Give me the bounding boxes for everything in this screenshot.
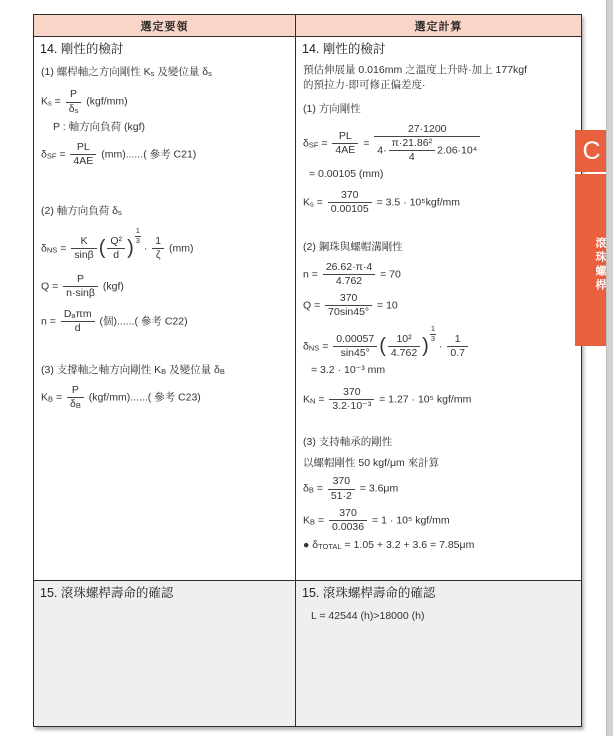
- row14-left-content: [39, 65, 290, 411]
- content-line: n = $\frac{\text{Daπm}}{d}$ (個)......( 參考 C22): [41, 307, 188, 334]
- side-tab-letter: C: [582, 136, 601, 165]
- content-line: KN = $\frac{370}{\text{3.2·10⁻³}}$ = 1.27 · 10⁵ kgf/mm: [303, 385, 472, 412]
- content-line: ● δTOTAL = 1.05 + 3.2 + 3.6 = 7.85μm: [303, 538, 475, 551]
- row15-calculation-cell: [296, 581, 581, 726]
- content-line: KB = $\frac{370}{0.0036}$ = 1 · 10⁵ kgf/mm: [303, 506, 450, 533]
- column-header-calculation: [296, 15, 581, 37]
- content-line: δSF = $\frac{PL}{4AE}$ (mm)......( 參考 C21): [41, 140, 197, 168]
- content-line: (1) 螺桿軸之方向剛性 Ks 及變位量 δs: [41, 66, 212, 79]
- content-line: (3) 支持軸承的剛性: [303, 436, 393, 449]
- row14-guidelines-cell: [34, 37, 296, 581]
- content-line: δNS = $\frac{K}{\sin\beta}$ ( $\frac{\text{Q²}}{d}$ ) $\frac{1}{3}$ · $\frac{1}{\zeta}$ (mm): [41, 226, 194, 262]
- content-line: (2) 軸方向負荷 δs: [41, 205, 122, 218]
- row15-left-title: 15. 滾珠螺桿壽命的確認: [40, 586, 174, 600]
- content-line: (1) 方向剛性: [303, 102, 361, 115]
- content-line: 以螺帽剛性 50 kgf/μm 來計算: [303, 457, 440, 470]
- content-line: Ks = $\frac{370}{0.00105}$ = 3.5 · 10⁵kgf/mm: [303, 188, 461, 215]
- content-line: δNS = $\frac{0.00057}{\sin 45^\circ}$ ( $\frac{\text{10²}}{4.762}$ ) $\frac{1}{3}$ · $\frac{1}{0.7}$: [303, 325, 576, 360]
- content-line: KB = $\frac{P}{\delta B}$ (kgf/mm)......( 參考 C23): [41, 384, 201, 411]
- side-tab-section-c: [575, 130, 608, 172]
- content-line: = 3.2 · 10⁻³ mm: [311, 363, 386, 376]
- content-line: δB = $\frac{370}{51\cdot 2}$ = 3.6μm: [303, 475, 399, 502]
- row14-right-title: 14. 剛性的檢討: [302, 42, 386, 56]
- side-tab-ball-screw-label: [575, 174, 608, 346]
- content-line: L = 42544 (h)>18000 (h): [311, 610, 425, 623]
- content-line: (3) 支撐軸之軸方向剛性 KB 及變位量 δB: [41, 364, 225, 376]
- row15-guidelines-cell: [34, 581, 296, 726]
- page-edge-strip: [606, 0, 613, 736]
- row14-right-content: [301, 63, 576, 553]
- row15-right-title: 15. 滾珠螺桿壽命的確認: [302, 586, 436, 600]
- content-line: δSF = $\frac{PL}{4AE}$ = 27·1200 4· $\frac{\text{π·21.86²}}{4}$ 2.06·10⁴: [303, 123, 576, 164]
- column-header-guidelines: [34, 15, 296, 37]
- content-line: 的預拉力·即可修正偏差度·: [303, 79, 426, 92]
- content-line: Q = $\frac{P}{n\cdot\sin\beta}$ (kgf): [41, 272, 124, 299]
- header-label: 選定計算: [414, 20, 463, 33]
- side-tab-label-text: 滾珠螺桿: [594, 237, 606, 293]
- content-line: n = $\frac{26.62\cdot\pi\cdot 4}{4.762}$ = 70: [303, 260, 401, 288]
- content-line: Q = $\frac{370}{70\sin 45^\circ}$ = 10: [303, 292, 398, 319]
- header-label: 選定要領: [140, 20, 189, 33]
- row14-calculation-cell: [296, 37, 581, 581]
- content-line: P : 軸方向負荷 (kgf): [53, 120, 145, 133]
- row14-left-title: 14. 剛性的檢討: [40, 42, 124, 56]
- content-line: (2) 鋼珠與螺帽溝剛性: [303, 240, 403, 253]
- selection-table: [33, 14, 582, 727]
- content-line: 預估伸展量 0.016mm 之溫度上升時·加上 177kgf: [303, 64, 528, 77]
- row15-right-content: [301, 609, 576, 624]
- content-line: = 0.00105 (mm): [309, 168, 384, 181]
- content-line: Ks = $\frac{P}{\delta s}$ (kgf/mm): [41, 88, 128, 115]
